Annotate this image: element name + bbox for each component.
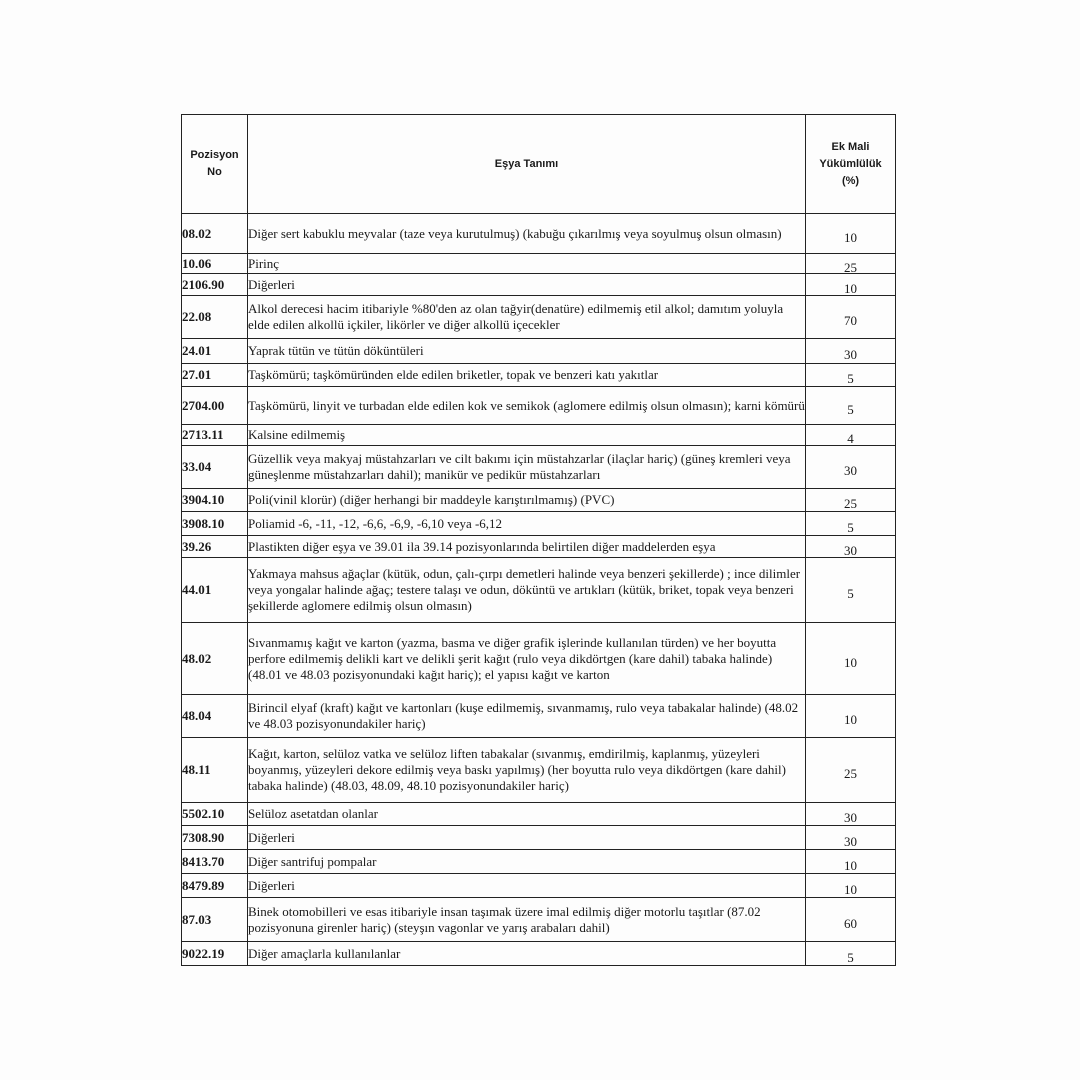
table-header (182, 115, 896, 214)
item-description: Birincil elyaf (kraft) kağıt ve kartonları (kuşe edilmemiş, sıvanmamış, rulo veya tabakalar halinde) (48.02 ve 48.03 pozisyonundakiler hariç) (248, 695, 806, 738)
item-description: Sıvanmamış kağıt ve karton (yazma, basma ve diğer grafik işlerinde kullanılan türden) ve her boyutta perfore edilmemiş delikli kart ve delikli şerit kağıt (rulo veya dikdörtgen (kare dahil) tabaka halinde) (48.01 ve 48.03 pozisyonundaki kağıt hariç); el yapısı kağıt ve karton (248, 623, 806, 695)
position-code: 22.08 (182, 296, 248, 339)
position-code: 48.11 (182, 738, 248, 803)
position-code: 27.01 (182, 364, 248, 387)
position-code: 08.02 (182, 214, 248, 254)
charge-rate: 30 (806, 339, 896, 364)
charge-rate: 10 (806, 850, 896, 874)
position-code: 24.01 (182, 339, 248, 364)
item-description: Poliamid -6, -11, -12, -6,6, -6,9, -6,10 veya -6,12 (248, 512, 806, 536)
charge-rate: 10 (806, 274, 896, 296)
table-row (182, 296, 896, 339)
item-description: Pirinç (248, 254, 806, 274)
charge-rate: 60 (806, 898, 896, 942)
table-row (182, 214, 896, 254)
charge-rate: 25 (806, 254, 896, 274)
position-code: 8413.70 (182, 850, 248, 874)
position-code: 44.01 (182, 558, 248, 623)
item-description: Taşkömürü; taşkömüründen elde edilen briketler, topak ve benzeri katı yakıtlar (248, 364, 806, 387)
tariff-table (181, 114, 896, 966)
position-code: 33.04 (182, 446, 248, 489)
position-code: 39.26 (182, 536, 248, 558)
item-description: Yakmaya mahsus ağaçlar (kütük, odun, çalı-çırpı demetleri halinde veya benzeri şekillerde) ; ince dilimler veya yongalar halinde ağaç; testere talaşı ve odun, döküntü ve artıkları (kütük, briket, topak veya benzeri şekillerde aglomere edilmiş olsun olmasın) (248, 558, 806, 623)
position-code: 9022.19 (182, 942, 248, 966)
charge-rate: 5 (806, 387, 896, 425)
position-code: 8479.89 (182, 874, 248, 898)
table-row (182, 254, 896, 274)
charge-rate: 10 (806, 874, 896, 898)
position-code: 10.06 (182, 254, 248, 274)
header-additional-charge: Ek Mali Yükümlülük (%) (806, 115, 896, 214)
table-row (182, 874, 896, 898)
table-row (182, 558, 896, 623)
item-description: Kalsine edilmemiş (248, 425, 806, 446)
table-row (182, 850, 896, 874)
charge-rate: 30 (806, 536, 896, 558)
item-description: Diğer santrifuj pompalar (248, 850, 806, 874)
position-code: 3908.10 (182, 512, 248, 536)
charge-rate: 5 (806, 512, 896, 536)
table-row (182, 826, 896, 850)
item-description: Diğerleri (248, 826, 806, 850)
header-position-no: Pozisyon No (182, 115, 248, 214)
charge-rate: 25 (806, 489, 896, 512)
charge-rate: 70 (806, 296, 896, 339)
item-description: Diğer sert kabuklu meyvalar (taze veya kurutulmuş) (kabuğu çıkarılmış veya soyulmuş olsun olmasın) (248, 214, 806, 254)
item-description: Selüloz asetatdan olanlar (248, 803, 806, 826)
position-code: 5502.10 (182, 803, 248, 826)
charge-rate: 10 (806, 695, 896, 738)
table-row (182, 803, 896, 826)
charge-rate: 30 (806, 826, 896, 850)
table-row (182, 489, 896, 512)
position-code: 3904.10 (182, 489, 248, 512)
table-row (182, 387, 896, 425)
table-body (182, 214, 896, 966)
item-description: Plastikten diğer eşya ve 39.01 ila 39.14 pozisyonlarında belirtilen diğer maddelerden eşya (248, 536, 806, 558)
table-row (182, 425, 896, 446)
position-code: 87.03 (182, 898, 248, 942)
item-description: Yaprak tütün ve tütün döküntüleri (248, 339, 806, 364)
table-row (182, 695, 896, 738)
table-row (182, 339, 896, 364)
charge-rate: 10 (806, 214, 896, 254)
table-row (182, 898, 896, 942)
item-description: Diğer amaçlarla kullanılanlar (248, 942, 806, 966)
item-description: Güzellik veya makyaj müstahzarları ve cilt bakımı için müstahzarlar (ilaçlar hariç) (güneş kremleri veya güneşlenme müstahzarları dahil); manikür ve pedikür müstahzarları (248, 446, 806, 489)
charge-rate: 25 (806, 738, 896, 803)
charge-rate: 4 (806, 425, 896, 446)
item-description: Kağıt, karton, selüloz vatka ve selüloz liften tabakalar (sıvanmış, emdirilmiş, kaplanmış, yüzeyleri boyanmış, yüzeyleri dekore edilmiş veya baskı yapılmış) (her boyutta rulo veya dikdörtgen (kare dahil) tabaka halinde) (48.03, 48.09, 48.10 pozisyonundakiler hariç) (248, 738, 806, 803)
charge-rate: 5 (806, 364, 896, 387)
position-code: 7308.90 (182, 826, 248, 850)
item-description: Diğerleri (248, 874, 806, 898)
item-description: Poli(vinil klorür) (diğer herhangi bir maddeyle karıştırılmamış) (PVC) (248, 489, 806, 512)
charge-rate: 10 (806, 623, 896, 695)
position-code: 48.02 (182, 623, 248, 695)
table-row (182, 446, 896, 489)
item-description: Binek otomobilleri ve esas itibariyle insan taşımak üzere imal edilmiş diğer motorlu taşıtlar (87.02 pozisyonuna girenler hariç) (steyşın vagonlar ve yarış arabaları dahil) (248, 898, 806, 942)
item-description: Alkol derecesi hacim itibariyle %80'den az olan tağyir(denatüre) edilmemiş etil alkol; damıtım yoluyla elde edilen alkollü içkiler, likörler ve diğer alkollü içecekler (248, 296, 806, 339)
position-code: 48.04 (182, 695, 248, 738)
charge-rate: 5 (806, 942, 896, 966)
table-row (182, 274, 896, 296)
table-row (182, 364, 896, 387)
table-row (182, 512, 896, 536)
charge-rate: 30 (806, 446, 896, 489)
header-item-description: Eşya Tanımı (248, 115, 806, 214)
table-row (182, 738, 896, 803)
table-row (182, 623, 896, 695)
charge-rate: 30 (806, 803, 896, 826)
position-code: 2106.90 (182, 274, 248, 296)
table-row (182, 942, 896, 966)
item-description: Taşkömürü, linyit ve turbadan elde edilen kok ve semikok (aglomere edilmiş olsun olmasın); karni kömürü (248, 387, 806, 425)
item-description: Diğerleri (248, 274, 806, 296)
position-code: 2713.11 (182, 425, 248, 446)
position-code: 2704.00 (182, 387, 248, 425)
charge-rate: 5 (806, 558, 896, 623)
table-row (182, 536, 896, 558)
